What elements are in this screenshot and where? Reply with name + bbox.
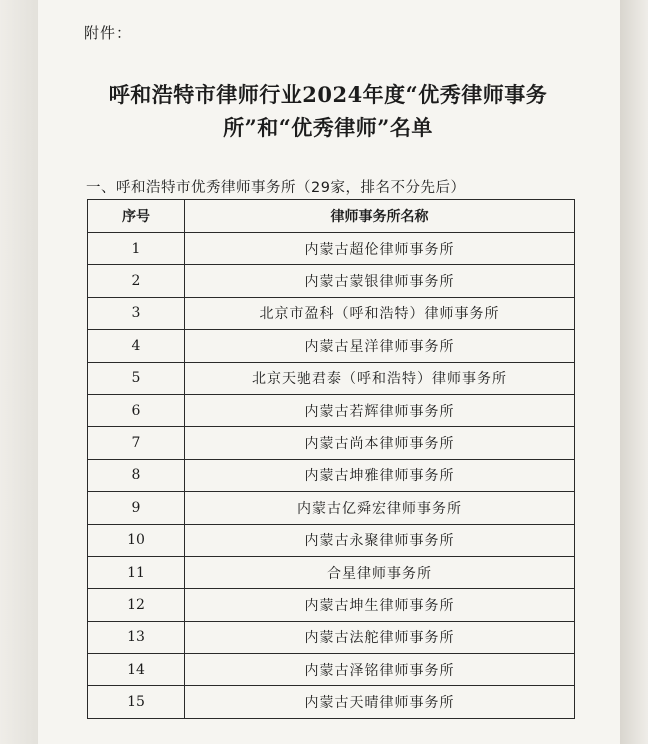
table-row bbox=[88, 330, 575, 362]
table-row bbox=[88, 524, 575, 556]
law-firm-table bbox=[87, 199, 575, 719]
table-row bbox=[88, 362, 575, 394]
table-row bbox=[88, 459, 575, 491]
header-firm-name: 律师事务所名称 bbox=[185, 200, 575, 233]
section-heading: 一、呼和浩特市优秀律师事务所（29家，排名不分先后） bbox=[86, 180, 466, 196]
row-firm-name: 内蒙古法舵律师事务所 bbox=[185, 621, 575, 653]
row-number: 8 bbox=[88, 459, 185, 491]
row-number: 12 bbox=[88, 589, 185, 621]
row-number: 13 bbox=[88, 621, 185, 653]
row-firm-name: 内蒙古尚本律师事务所 bbox=[185, 427, 575, 459]
row-number: 3 bbox=[88, 297, 185, 329]
row-firm-name: 内蒙古若辉律师事务所 bbox=[185, 394, 575, 426]
row-number: 14 bbox=[88, 654, 185, 686]
table-row bbox=[88, 233, 575, 265]
table-row bbox=[88, 621, 575, 653]
page-right-edge bbox=[620, 0, 648, 744]
row-firm-name: 内蒙古坤生律师事务所 bbox=[185, 589, 575, 621]
row-number: 15 bbox=[88, 686, 185, 718]
table-row bbox=[88, 556, 575, 588]
row-firm-name: 北京市盈科（呼和浩特）律师事务所 bbox=[185, 297, 575, 329]
row-number: 4 bbox=[88, 330, 185, 362]
row-firm-name: 内蒙古泽铭律师事务所 bbox=[185, 654, 575, 686]
row-firm-name: 内蒙古永聚律师事务所 bbox=[185, 524, 575, 556]
table-row bbox=[88, 492, 575, 524]
table-header-row bbox=[88, 200, 575, 233]
row-firm-name: 内蒙古坤雅律师事务所 bbox=[185, 459, 575, 491]
header-number: 序号 bbox=[88, 200, 185, 233]
row-number: 9 bbox=[88, 492, 185, 524]
table-row bbox=[88, 686, 575, 718]
row-number: 5 bbox=[88, 362, 185, 394]
row-number: 1 bbox=[88, 233, 185, 265]
row-number: 2 bbox=[88, 265, 185, 297]
row-firm-name: 内蒙古星洋律师事务所 bbox=[185, 330, 575, 362]
table-row bbox=[88, 654, 575, 686]
row-number: 10 bbox=[88, 524, 185, 556]
attachment-label: 附件： bbox=[84, 24, 133, 42]
table-row bbox=[88, 589, 575, 621]
row-firm-name: 内蒙古亿舜宏律师事务所 bbox=[185, 492, 575, 524]
row-firm-name: 内蒙古蒙银律师事务所 bbox=[185, 265, 575, 297]
row-number: 7 bbox=[88, 427, 185, 459]
table-row bbox=[88, 265, 575, 297]
table-row bbox=[88, 394, 575, 426]
row-number: 11 bbox=[88, 556, 185, 588]
row-firm-name: 北京天驰君泰（呼和浩特）律师事务所 bbox=[185, 362, 575, 394]
page-left-edge bbox=[0, 0, 38, 744]
title-line-1: 呼和浩特市律师行业2024年度“优秀律师事务 bbox=[108, 82, 548, 107]
document-title bbox=[78, 78, 578, 144]
document-page bbox=[38, 0, 620, 744]
row-firm-name: 内蒙古超伦律师事务所 bbox=[185, 233, 575, 265]
title-line-2: 所”和“优秀律师”名单 bbox=[223, 115, 433, 140]
table-row bbox=[88, 427, 575, 459]
row-firm-name: 合星律师事务所 bbox=[185, 556, 575, 588]
table-row bbox=[88, 297, 575, 329]
row-number: 6 bbox=[88, 394, 185, 426]
row-firm-name: 内蒙古天晴律师事务所 bbox=[185, 686, 575, 718]
